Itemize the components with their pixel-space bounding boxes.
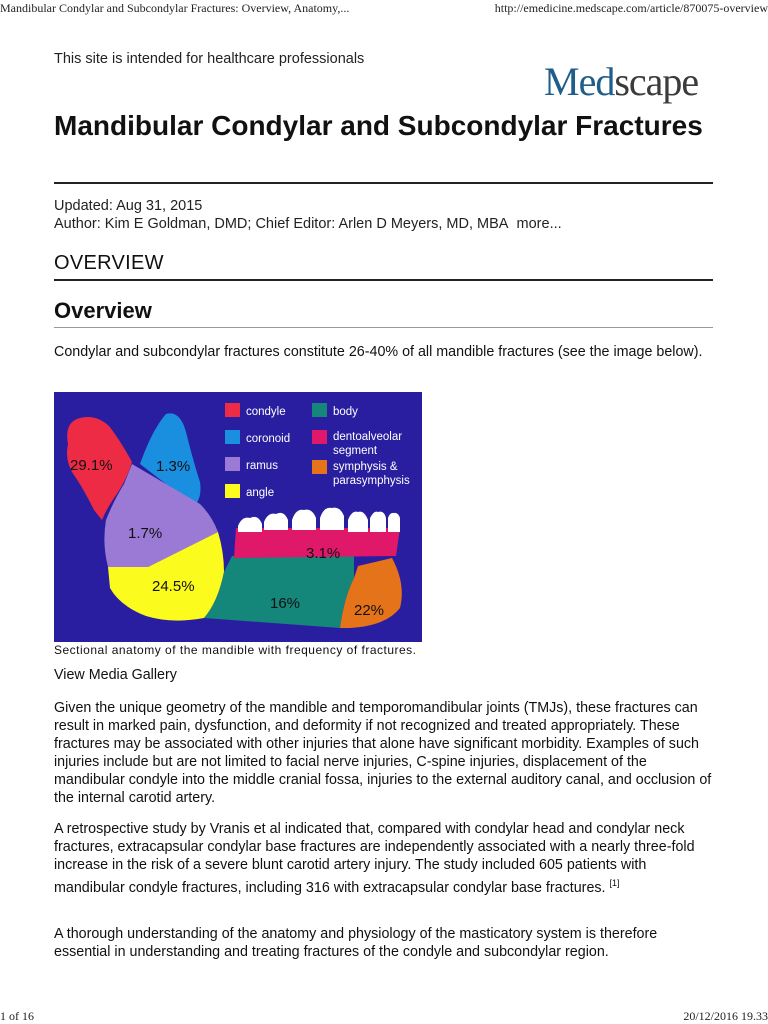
section-heading: Overview <box>54 298 152 323</box>
medscape-logo[interactable] <box>544 59 699 104</box>
tooth <box>370 512 386 532</box>
legend-label-dentoalveolar: dentoalveolar <box>333 431 403 443</box>
logo-part-scape: scape <box>614 59 699 104</box>
legend-swatch-symphysis <box>312 460 327 474</box>
legend-swatch-ramus <box>225 457 240 471</box>
author-line <box>54 216 562 232</box>
legend-label-symphysis: symphysis & <box>333 461 398 473</box>
legend-label-angle: angle <box>246 487 275 499</box>
page-number: 1 of 16 <box>0 1009 34 1023</box>
value-angle: 24.5% <box>152 578 195 595</box>
legend-label-body: body <box>333 406 358 418</box>
value-body: 16% <box>270 595 301 612</box>
value-condyle: 29.1% <box>70 457 113 474</box>
paragraph-vranis-study <box>54 820 714 897</box>
legend-swatch-condyle <box>225 403 240 417</box>
mandible-fracture-figure[interactable] <box>54 392 422 642</box>
view-media-gallery-link[interactable]: View Media Gallery <box>54 667 177 683</box>
legend-swatch-coronoid <box>225 430 240 444</box>
article-title: Mandibular Condylar and Subcondylar Fractures <box>54 110 703 141</box>
print-datetime: 20/12/2016 19.33 <box>683 1009 768 1023</box>
legend-label-symphysis-2: parasymphysis <box>333 475 410 487</box>
tooth <box>348 512 368 532</box>
legend-swatch-body <box>312 403 327 417</box>
logo-part-med: Med <box>544 59 615 104</box>
value-ramus: 1.7% <box>128 525 163 542</box>
paragraph-vranis-text: A retrospective study by Vranis et al indicated that, compared with condylar head and condylar neck fractures, extracapsular condylar base fractures are independently associated with a nearly three-fold increase in the risk of a severe blunt carotid artery injury. The study included 605 patients with mandibular condyle fractures, including 316 with extracapsular condylar base fractures. <box>54 821 695 896</box>
print-header <box>0 0 768 16</box>
more-authors-link[interactable]: more... <box>516 216 562 232</box>
paragraph-injuries: Given the unique geometry of the mandible and temporomandibular joints (TMJs), these fractures can result in marked pain, dysfunction, and deformity if not recognized and treated appropriately. These fractures may be associated with other injuries that alone have significant morbidity. Examples of such injuries include but are not limited to facial nerve injuries, C-spine injuries, displacement of the mandibular condyle into the middle cranial fossa, injuries to the external auditory canal, and occlusion of the internal carotid artery. <box>54 700 712 806</box>
author-names: Author: Kim E Goldman, DMD; Chief Editor: Arlen D Meyers, MD, MBA <box>54 216 509 232</box>
legend-label-dentoalveolar-2: segment <box>333 445 378 457</box>
print-url: http://emedicine.medscape.com/article/870075-overview <box>494 1 768 15</box>
intro-paragraph: Condylar and subcondylar fractures constitute 26-40% of all mandible fractures (see the image below). <box>54 344 703 360</box>
legend-label-coronoid: coronoid <box>246 433 291 445</box>
section-heading-divider <box>54 327 713 328</box>
value-dentoalveolar: 3.1% <box>306 545 341 562</box>
section-caps-divider <box>54 279 713 281</box>
legend-label-ramus: ramus <box>246 460 278 472</box>
paragraph-anatomy: A thorough understanding of the anatomy and physiology of the masticatory system is therefore essential in understanding and treating fractures of the condyle and subcondylar region. <box>54 926 658 960</box>
figure-caption: Sectional anatomy of the mandible with frequency of fractures. <box>54 643 417 657</box>
site-notice: This site is intended for healthcare professionals <box>54 51 365 67</box>
updated-date: Updated: Aug 31, 2015 <box>54 198 203 214</box>
citation-link[interactable]: [1] <box>609 878 620 888</box>
value-symphysis: 22% <box>354 602 385 619</box>
title-divider <box>54 182 713 184</box>
legend-swatch-angle <box>225 484 240 498</box>
value-coronoid: 1.3% <box>156 458 191 475</box>
tooth <box>320 508 344 530</box>
legend-swatch-dentoalveolar <box>312 430 327 444</box>
section-caps-heading: OVERVIEW <box>54 252 164 274</box>
print-page-title: Mandibular Condylar and Subcondylar Fractures: Overview, Anatomy,... <box>0 1 350 15</box>
tooth <box>388 513 400 532</box>
legend-label-condyle: condyle <box>246 406 286 418</box>
mandible-diagram <box>54 392 422 642</box>
print-footer <box>0 1008 768 1024</box>
